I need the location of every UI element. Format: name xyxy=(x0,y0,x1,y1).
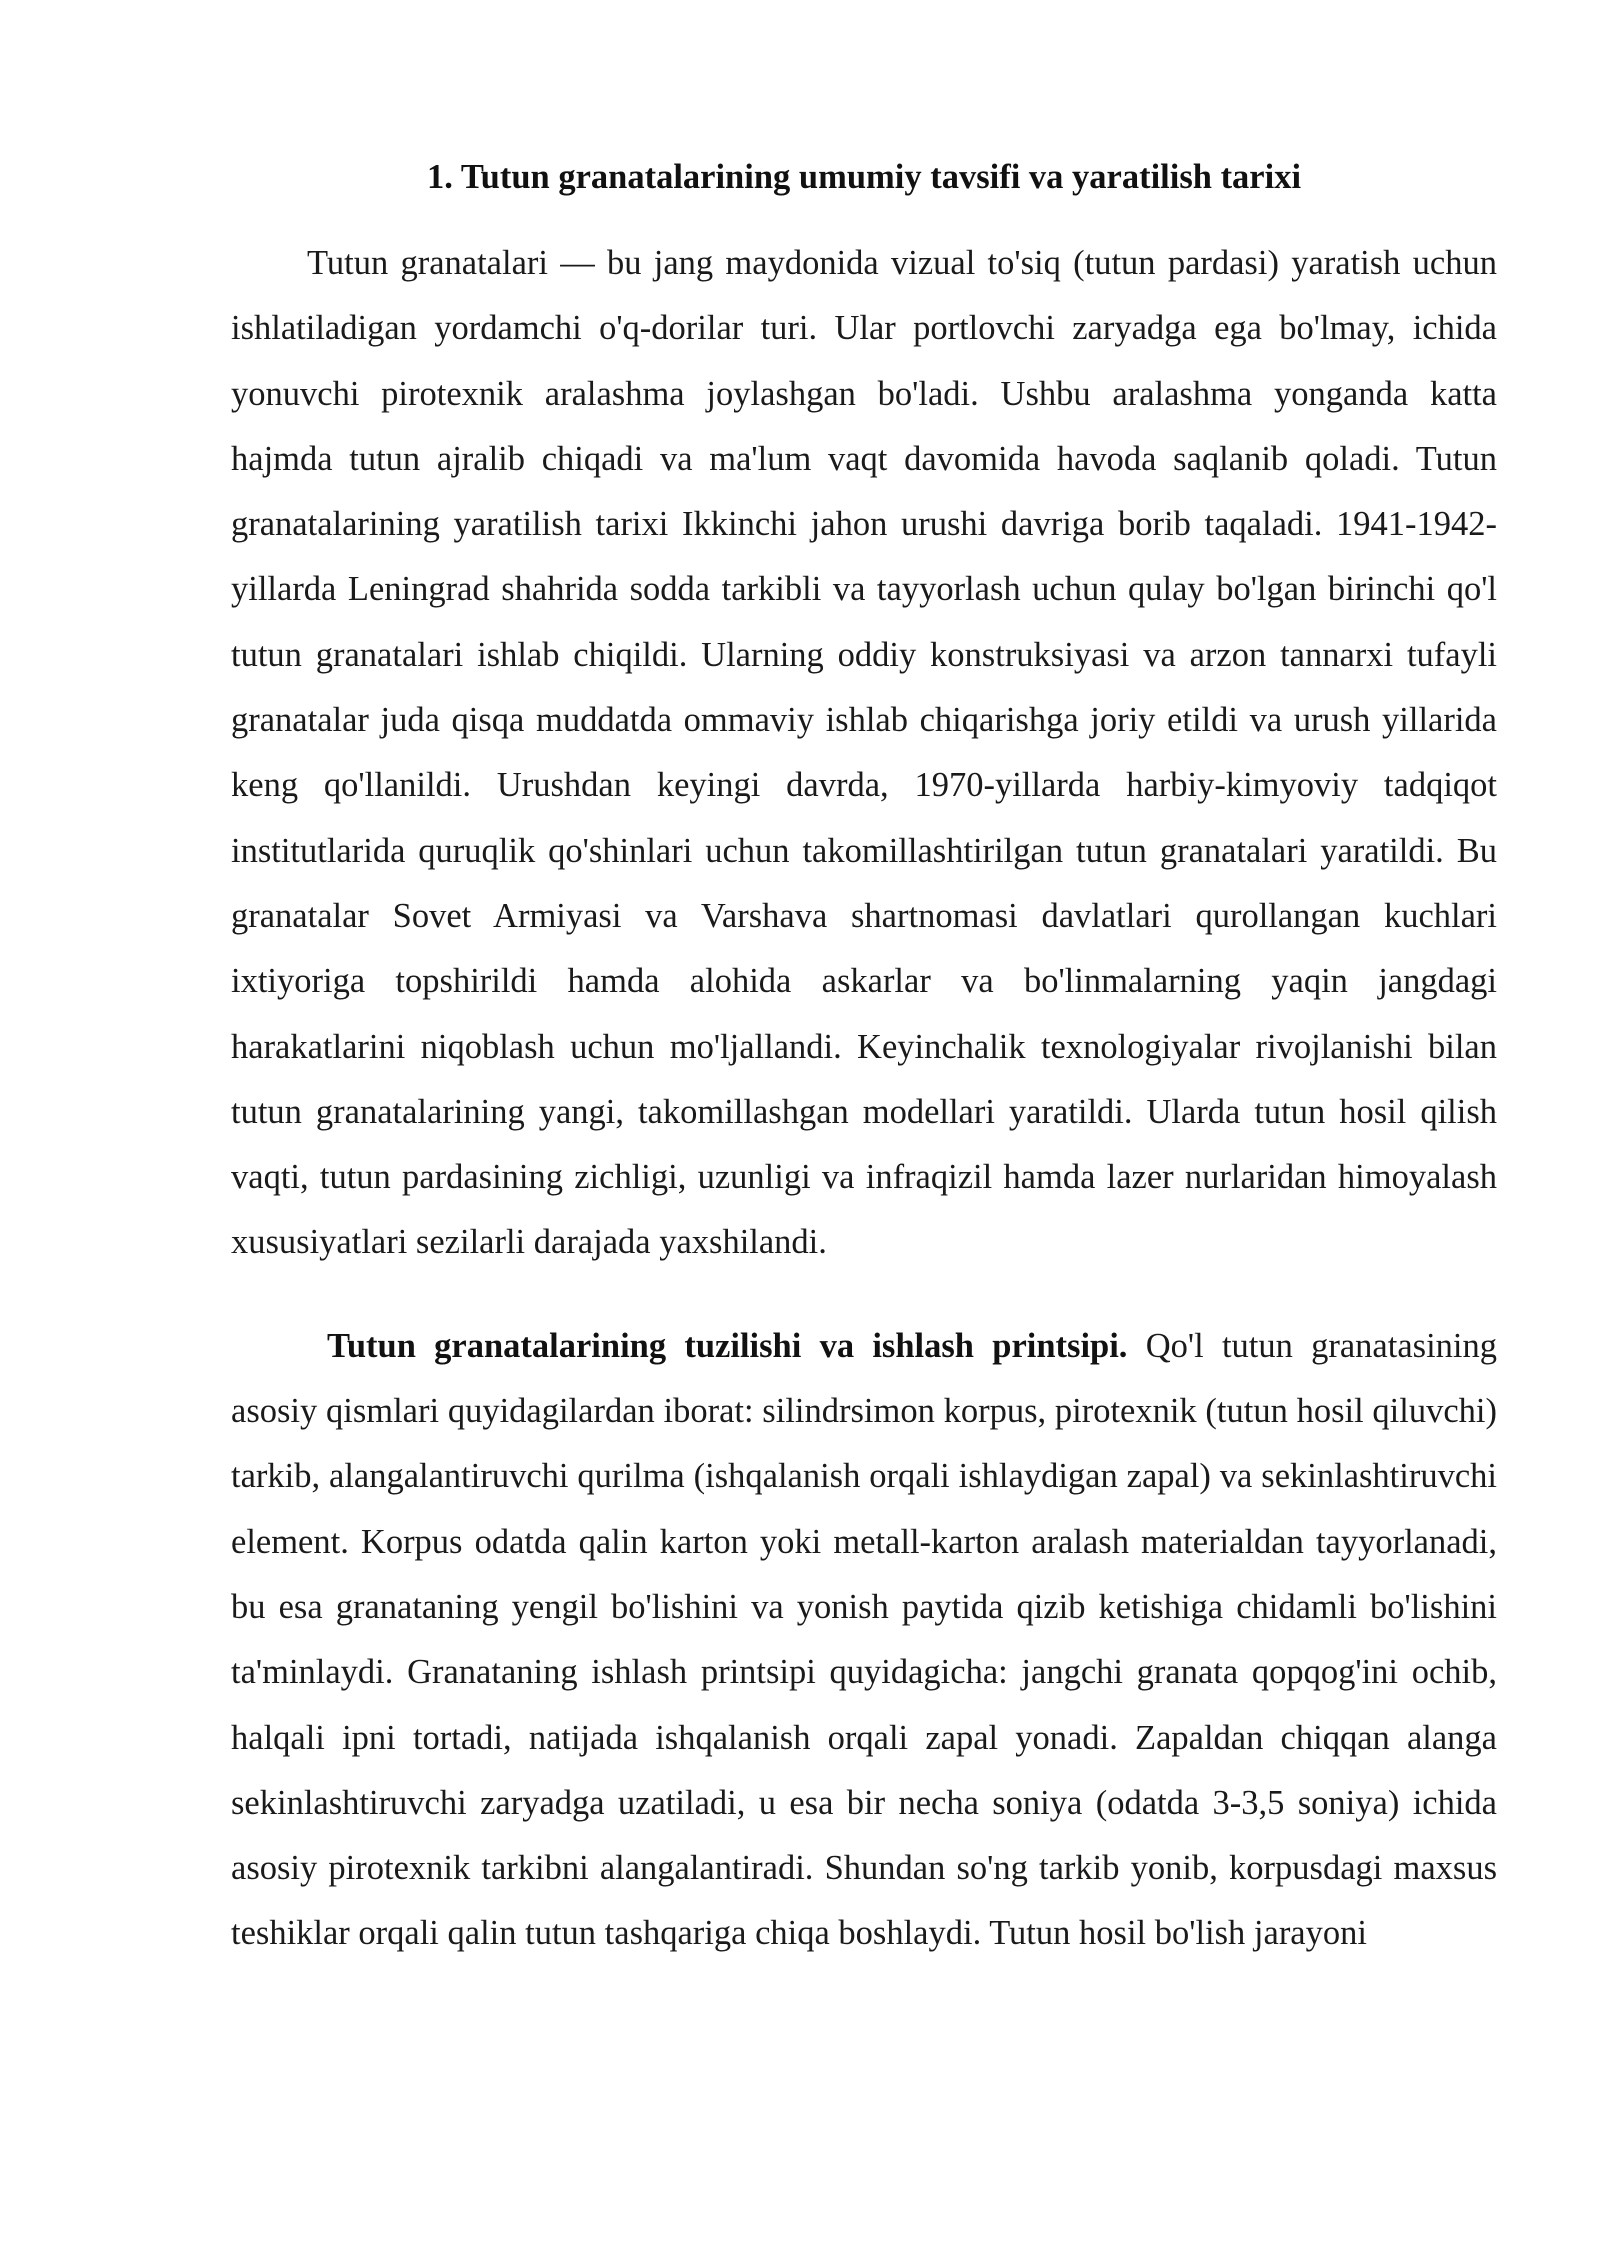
paragraph-history: Tutun granatalari — bu jang maydonida vizual to'siq (tutun pardasi) yaratish uchun ishlatiladigan yordamchi o'q-dorilar turi. Ular portlovchi zaryadga ega bo'lmay, ichida yonuvchi pirotexnik aralashma joylashgan bo'ladi. Ushbu aralashma yonganda katta hajmda tutun ajralib chiqadi va ma'lum vaqt davomida havoda saqlanib qoladi. Tutun granatalarining yaratilish tarixi Ikkinchi jahon urushi davriga borib taqaladi. 1941-1942-yillarda Leningrad shahrida sodda tarkibli va tayyorlash uchun qulay bo'lgan birinchi qo'l tutun granatalari ishlab chiqildi. Ularning oddiy konstruksiyasi va arzon tannarxi tufayli granatalar juda qisqa muddatda ommaviy ishlab chiqarishga joriy etildi va urush yillarida keng qo'llanildi. Urushdan keyingi davrda, 1970-yillarda harbiy-kimyoviy tadqiqot institutlarida quruqlik qo'shinlari uchun takomillashtirilgan tutun granatalari yaratildi. Bu granatalar Sovet Armiyasi va Varshava shartnomasi davlatlari qurollangan kuchlari ixtiyoriga topshirildi hamda alohida askarlar va bo'linmalarning yaqin jangdagi harakatlarini niqoblash uchun mo'ljallandi. Keyinchalik texnologiyalar rivojlanishi bilan tutun granatalarining yangi, takomillashgan modellari yaratildi. Ularda tutun hosil qilish vaqti, tutun pardasining zichligi, uzunligi va infraqizil hamda lazer nurlaridan himoyalash xususiyatlari sezilarli darajada yaxshilandi. xyxy=(231,244,1497,1262)
section-title: 1. Tutun granatalarining umumiy tavsifi va yaratilish tarixi xyxy=(426,158,1302,196)
paragraph-structure-text: Qo'l tutun granatasining asosiy qismlari quyidagilardan iborat: silindrsimon korpus, pirotexnik (tutun hosil qiluvchi) tarkib, alangalantiruvchi qurilma (ishqalanish orqali ishlaydigan zapal) va sekinlashtiruvchi element. Korpus odatda qalin karton yoki metall-karton aralash materialdan tayyorlanadi, bu esa granataning yengil bo'lishini va yonish paytida qizib ketishiga chidamli bo'lishini ta'minlaydi. Granataning ishlash printsipi quyidagicha: jangchi granata qopqog'ini ochib, halqali ipni tortadi, natijada ishqalanish orqali zapal yonadi. Zapaldan chiqqan alanga sekinlashtiruvchi zaryadga uzatiladi, u esa bir necha soniya (odatda 3-3,5 soniya) ichida asosiy pirotexnik tarkibni alangalantiradi. Shundan so'ng tarkib yonib, korpusdagi maxsus teshiklar orqali qalin tutun tashqariga chiqa boshlaydi. Tutun hosil bo'lish jarayoni xyxy=(231,1326,1497,1953)
document-body xyxy=(231,148,1497,1967)
paragraph-structure xyxy=(231,1314,1497,1967)
paragraph-lead-heading: Tutun granatalarining tuzilishi va ishlash printsipi. xyxy=(327,1326,1128,1365)
